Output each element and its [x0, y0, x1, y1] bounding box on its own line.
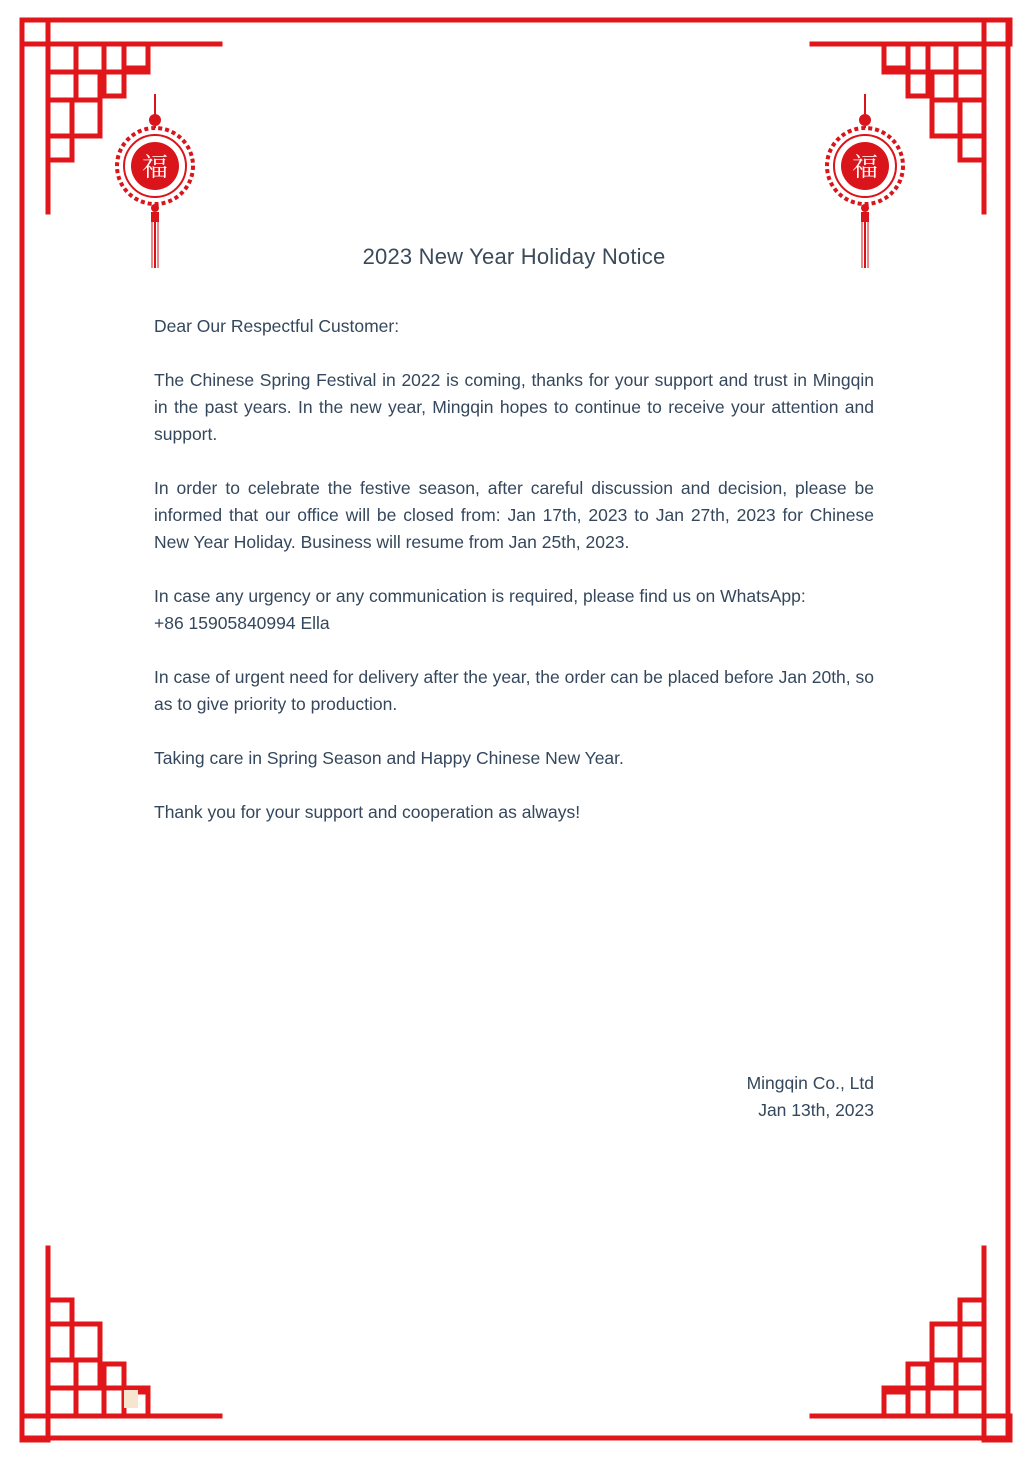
signature-block [554, 1070, 874, 1124]
notice-body [154, 313, 874, 826]
paragraph-greetings: Taking care in Spring Season and Happy Chinese New Year. [154, 748, 624, 768]
lantern-symbol: 福 [851, 153, 879, 183]
corner-knot-bottom-right [812, 1248, 1010, 1440]
paragraph-closure-dates: In order to celebrate the festive season, after careful discussion and decision, please be informed that our office will be closed from: Jan 17th, 2023 to Jan 27th, 2023 for Chinese New Year Holiday. Business will resume from Jan 25th, 2023. [154, 478, 874, 552]
beige-square [124, 1390, 138, 1408]
paragraph-thanks: Thank you for your support and cooperation as always! [154, 802, 581, 822]
corner-knot-bottom-left [22, 1248, 220, 1440]
paragraph-contact: In case any urgency or any communication is required, please find us on WhatsApp: [154, 586, 806, 606]
notice-title: 2023 New Year Holiday Notice [362, 244, 666, 269]
contact-whatsapp: +86 15905840994 Ella [154, 613, 330, 633]
greeting: Dear Our Respectful Customer: [154, 316, 400, 336]
paragraph-intro: The Chinese Spring Festival in 2022 is coming, thanks for your support and trust in Mingqin in the past years. In the new year, Mingqin hopes to continue to receive your attention and support. [154, 370, 874, 444]
signature-company: Mingqin Co., Ltd [746, 1073, 874, 1093]
signature-date: Jan 13th, 2023 [758, 1100, 874, 1120]
paragraph-urgent-orders: In case of urgent need for delivery after the year, the order can be placed before Jan 20th, so as to give priority to production. [154, 667, 874, 714]
lantern-symbol: 福 [141, 153, 169, 183]
